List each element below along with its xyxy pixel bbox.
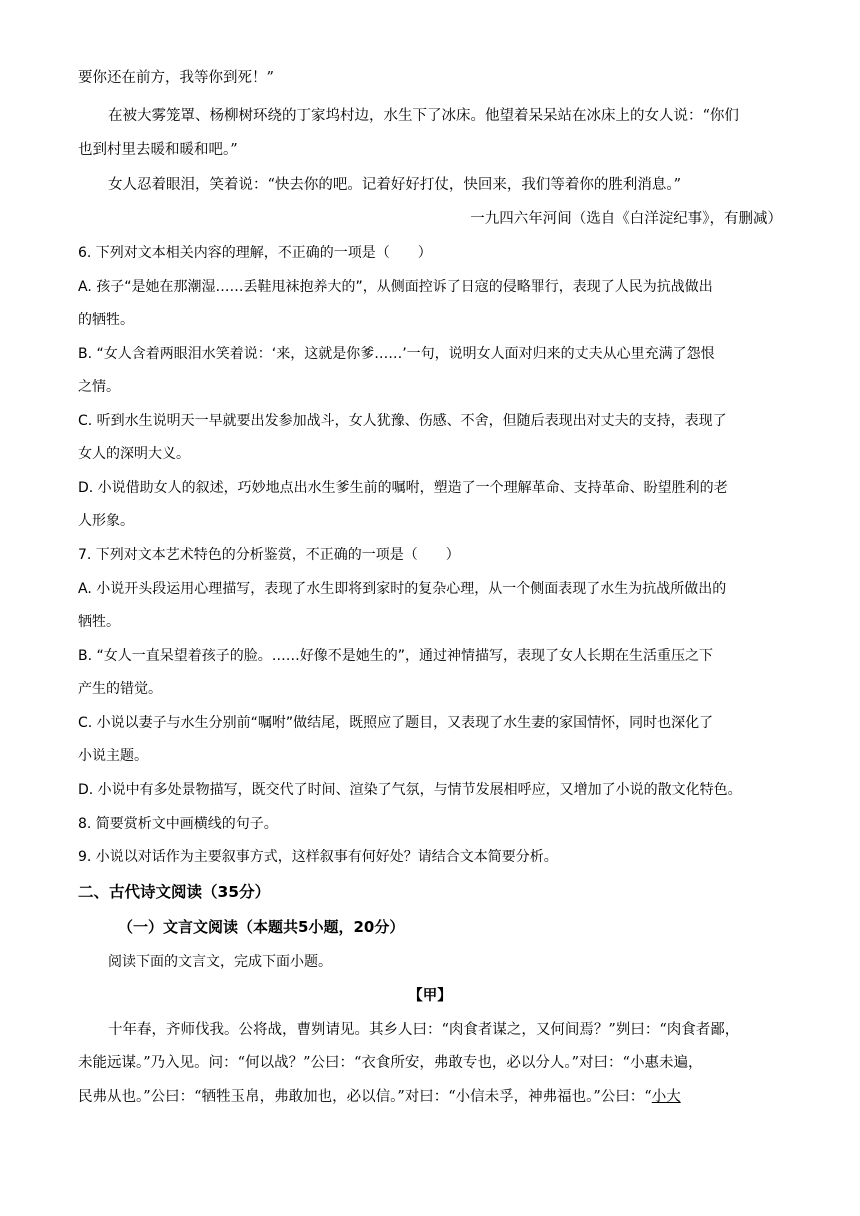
- story-source: 一九四六年河间（选自《白洋淀纪事》，有删减）: [470, 211, 782, 227]
- question-6-option-c-cont: 女人的深明大义。: [78, 446, 190, 462]
- passage-label: 【甲】: [408, 987, 452, 1004]
- question-7-option-b-cont: 产生的错觉。: [78, 681, 162, 697]
- question-7-option-a: A. 小说开头段运用心理描写，表现了水生即将到家时的复杂心理，从一个侧面表现了水生为抗战所做出的: [78, 581, 727, 597]
- question-6-stem: 6. 下列对文本相关内容的理解，不正确的一项是（ ）: [78, 245, 432, 261]
- question-7-option-d: D. 小说中有多处景物描写，既交代了时间、渲染了气氛，与情节发展相呼应，又增加了小说的散文化特色。: [78, 782, 742, 798]
- underlined-sentence: 小大: [651, 1089, 681, 1105]
- question-6-option-a-cont: 的牺牲。: [78, 312, 134, 328]
- passage-line: 十年春，齐师伐我。公将战，曹刿请见。其乡人曰：“肉食者谋之，又何间焉？”刿曰：“肉食者鄙，: [108, 1022, 740, 1038]
- passage-line: [78, 1087, 782, 1107]
- story-line: 在被大雾笼罩、杨柳树环绕的丁家坞村边，水生下了冰床。他望着呆呆站在冰床上的女人说：“你们: [108, 108, 739, 124]
- question-9: 9. 小说以对话作为主要叙事方式，这样叙事有何好处？请结合文本简要分析。: [78, 849, 558, 865]
- subsection-title: （一）文言文阅读（本题共5小题，20分）: [118, 918, 405, 936]
- passage-line: 未能远谋。”乃入见。问：“何以战？”公曰：“衣食所安，弗敢专也，必以分人。”对曰：“小惠未遍，: [78, 1055, 703, 1071]
- story-line: 要你还在前方，我等你到死！”: [78, 70, 274, 86]
- story-line: 也到村里去暖和暖和吧。”: [78, 142, 238, 158]
- question-6-option-d: D. 小说借助女人的叙述，巧妙地点出水生爹生前的嘱咐，塑造了一个理解革命、支持革命、盼望胜利的老: [78, 480, 728, 496]
- section-title: 二、古代诗文阅读（35分）: [78, 883, 271, 901]
- question-6-option-d-cont: 人形象。: [78, 513, 134, 529]
- story-line: 女人忍着眼泪，笑着说：“快去你的吧。记着好好打仗，快回来，我们等着你的胜利消息。”: [108, 177, 682, 193]
- question-6-option-a: A. 孩子“是她在那潮湿……丢鞋甩袜抱养大的”，从侧面控诉了日寇的侵略罪行，表现了人民为抗战做出: [78, 279, 713, 295]
- passage-text: 民弗从也。”公曰：“牺牲玉帛，弗敢加也，必以信。”对曰：“小信未孚，神弗福也。”公曰：“: [78, 1089, 652, 1105]
- question-6-option-b-cont: 之情。: [78, 379, 120, 395]
- question-7-option-a-cont: 牺牲。: [78, 614, 120, 630]
- question-7-stem: 7. 下列对文本艺术特色的分析鉴赏，不正确的一项是（ ）: [78, 547, 460, 563]
- question-7-option-b: B. “女人一直呆望着孩子的脸。……好像不是她生的”，通过神情描写，表现了女人长期在生活重压之下: [78, 648, 714, 664]
- question-6-option-c: C. 听到水生说明天一早就要出发参加战斗，女人犹豫、伤感、不舍，但随后表现出对丈夫的支持，表现了: [78, 413, 727, 429]
- question-6-option-b: B. “女人含着两眼泪水笑着说：‘来，这就是你爹……’一句，说明女人面对归来的丈夫从心里充满了怨恨: [78, 346, 715, 362]
- question-7-option-c: C. 小说以妻子与水生分别前“嘱咐”做结尾，既照应了题目，又表现了水生妻的家国情怀，同时也深化了: [78, 715, 714, 731]
- question-8: 8. 简要赏析文中画横线的句子。: [78, 816, 278, 832]
- reading-instruction: 阅读下面的文言文，完成下面小题。: [108, 954, 332, 970]
- question-7-option-c-cont: 小说主题。: [78, 748, 148, 764]
